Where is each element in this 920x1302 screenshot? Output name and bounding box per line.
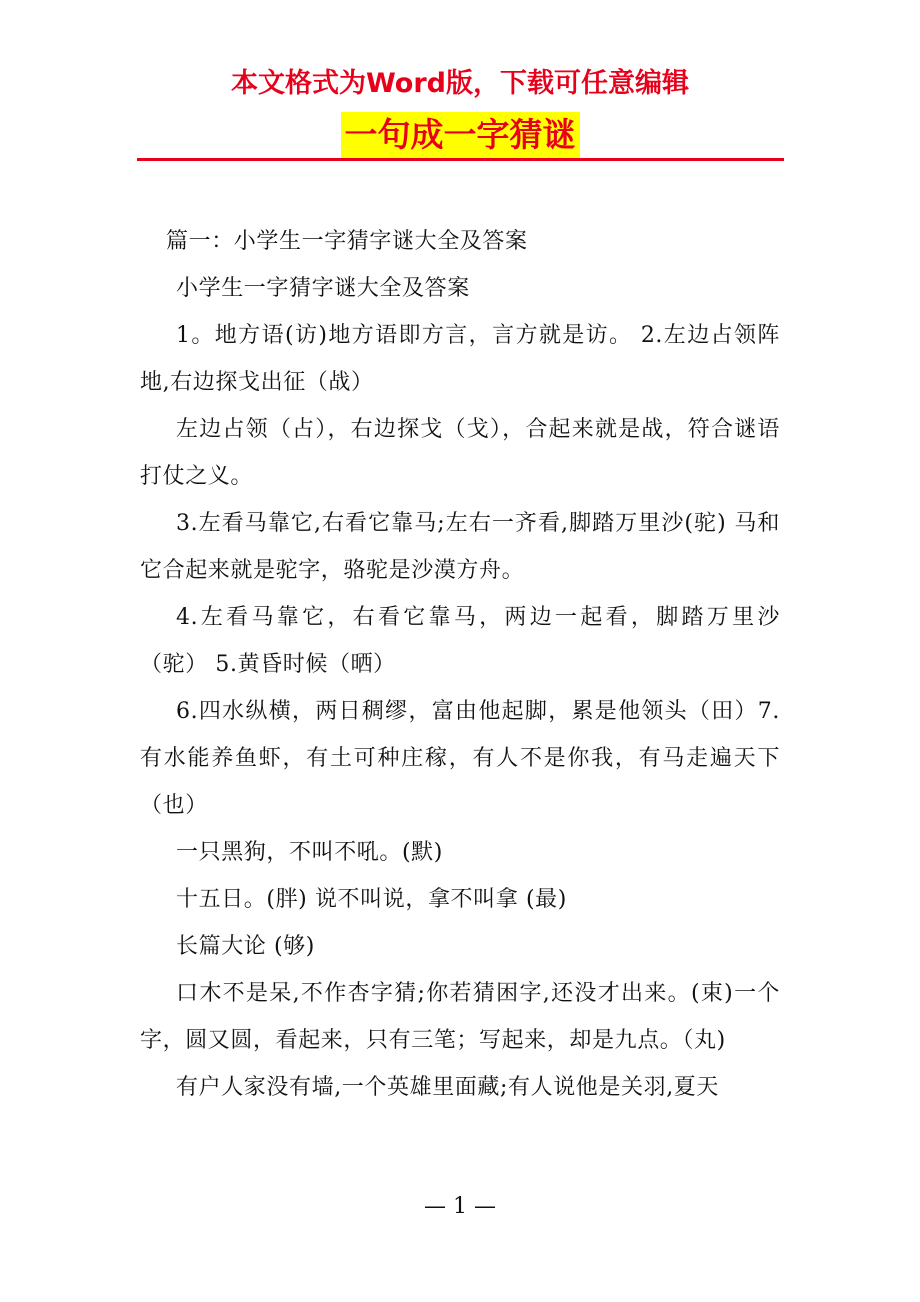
section-subheading: 小学生一字猜字谜大全及答案 xyxy=(176,276,470,301)
page-number: — 1 — xyxy=(424,1194,496,1219)
paragraph: 口木不是呆,不作杏字猜;你若猜困字,还没才出来。(束)一个字，圆又圆，看起来，只有三笔；写起来，却是九点。（丸) xyxy=(140,981,780,1053)
paragraph: 一只黑狗，不叫不吼。(默) xyxy=(176,840,443,865)
title-wrapper xyxy=(0,112,920,158)
paragraph: 6.四水纵横，两日稠缪，富由他起脚，累是他领头（田）7.有水能养鱼虾，有土可种庄稼，有人不是你我，有马走遍天下（也） xyxy=(140,699,780,818)
paragraph: 左边占领（占），右边探戈（戈），合起来就是战，符合谜语打仗之义。 xyxy=(140,417,780,489)
paragraph: 有户人家没有墙,一个英雄里面藏;有人说他是关羽,夏天 xyxy=(176,1075,719,1100)
paragraph: 十五日。(胖) 说不叫说，拿不叫拿 (最) xyxy=(176,887,567,912)
paragraph: 4.左看马靠它，右看它靠马，两边一起看，脚踏万里沙（驼） 5.黄昏时候（晒） xyxy=(140,605,780,677)
document-body xyxy=(140,218,780,1111)
format-banner: 本文格式为Word版，下载可任意编辑 xyxy=(230,68,689,99)
header-divider xyxy=(137,158,784,161)
paragraph: 3.左看马靠它,右看它靠马;左右一齐看,脚踏万里沙(驼) 马和它合起来就是驼字，骆驼是沙漠方舟。 xyxy=(140,511,780,583)
paragraph: 长篇大论 (够) xyxy=(176,934,315,959)
section-heading: 篇一：小学生一字猜字谜大全及答案 xyxy=(166,229,528,254)
paragraph: 1。地方语(访)地方语即方言，言方就是访。 2.左边占领阵地,右边探戈出征（战） xyxy=(140,323,780,395)
document-title: 一句成一字猜谜 xyxy=(341,112,580,158)
